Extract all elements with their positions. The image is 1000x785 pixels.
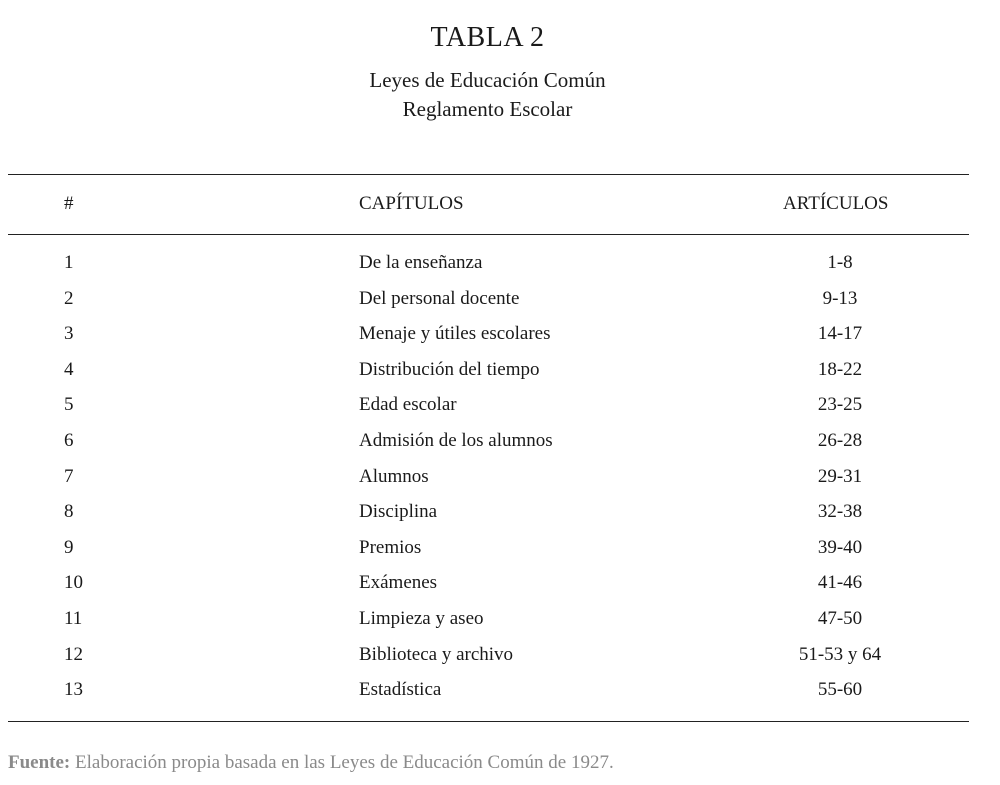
table-top-rule [8,174,969,175]
row-number: 7 [64,465,74,487]
table-subtitle-laws: Leyes de Educación Común [369,68,606,92]
table-row [0,394,1000,430]
row-articles: 55-60 [817,679,863,701]
row-number: 5 [64,394,74,416]
table-header-rule [8,234,969,235]
row-chapter: Edad escolar [359,394,457,416]
table-row [0,501,1000,537]
row-number: 10 [64,572,83,594]
table-row [0,679,1000,715]
row-number: 3 [64,323,74,345]
row-articles: 51-53 y 64 [798,643,882,665]
row-articles: 39-40 [817,536,863,558]
row-articles: 18-22 [817,358,863,380]
row-number: 4 [64,358,74,380]
row-articles: 47-50 [817,607,863,629]
row-chapter: Premios [359,536,422,558]
row-chapter: Disciplina [359,501,438,523]
row-chapter: Alumnos [359,465,429,487]
table-row [0,252,1000,288]
row-number: 12 [64,643,83,665]
row-chapter: Exámenes [359,572,438,594]
source-lead: Fuente: [8,752,71,773]
row-chapter: Admisión de los alumnos [359,429,553,451]
row-articles: 1-8 [827,252,853,273]
table-row [0,537,1000,573]
column-header-number: # [64,193,74,214]
table-row [0,359,1000,395]
row-articles: 23-25 [817,394,863,416]
row-number: 8 [64,501,74,523]
row-articles: 41-46 [817,572,863,594]
row-number: 6 [64,429,74,451]
table-row [0,323,1000,359]
row-number: 2 [64,287,74,309]
table-bottom-rule [8,721,969,722]
table-row [0,644,1000,680]
table-row [0,572,1000,608]
row-articles: 26-28 [817,429,863,451]
table-row [0,288,1000,324]
row-chapter: Del personal docente [359,287,520,309]
row-articles: 9-13 [822,287,858,309]
row-number: 1 [64,252,74,273]
row-articles: 14-17 [817,323,863,345]
table-body [0,252,1000,715]
row-number: 11 [64,607,83,629]
source-text: Elaboración propia basada en las Leyes de Educación Común de 1927. [75,752,614,773]
column-header-chapters: CAPÍTULOS [359,193,464,214]
row-chapter: Menaje y útiles escolares [359,323,551,345]
row-chapter: Biblioteca y archivo [359,643,514,665]
row-chapter: Limpieza y aseo [359,607,484,629]
row-chapter: Estadística [359,679,442,701]
row-chapter: Distribución del tiempo [359,358,540,380]
row-chapter: De la enseñanza [359,252,483,273]
source-note [8,752,614,774]
row-articles: 29-31 [817,465,863,487]
table-row [0,466,1000,502]
row-number: 13 [64,679,83,701]
table-row [0,430,1000,466]
table-row [0,608,1000,644]
table-subtitle-regulation: Reglamento Escolar [402,97,573,121]
table-title: TABLA 2 [430,22,545,53]
row-number: 9 [64,536,74,558]
row-articles: 32-38 [817,501,863,523]
column-header-articles: ARTÍCULOS [783,193,889,214]
